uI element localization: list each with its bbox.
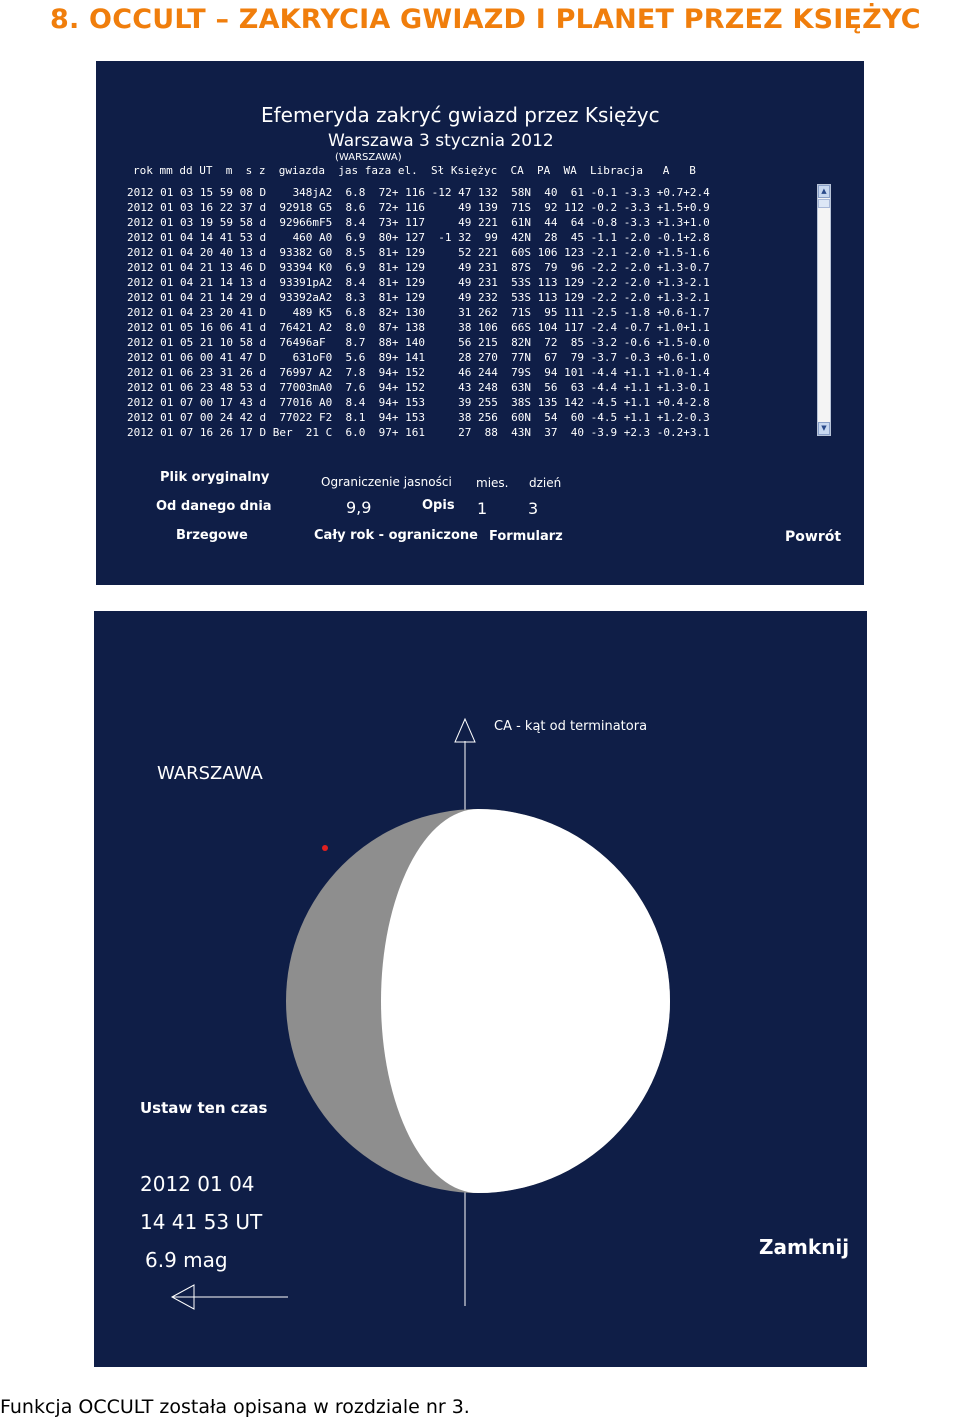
form-button[interactable]: Formularz <box>489 529 563 544</box>
table-row[interactable]: 2012 01 05 21 10 58 d 76496aF 8.7 88+ 140 56 215 82N 72 85 -3.2 -0.6 +1.5-0.0 <box>127 336 710 349</box>
month-label: mies. <box>476 476 509 490</box>
table-row[interactable]: 2012 01 06 23 48 53 d 77003mA0 7.6 94+ 152 43 248 63N 56 63 -4.4 +1.1 +1.3-0.1 <box>127 381 710 394</box>
original-file-button[interactable]: Plik oryginalny <box>160 470 270 485</box>
table-row[interactable]: 2012 01 04 14 41 53 d 460 A0 6.9 80+ 127 -1 32 99 42N 28 45 -1.1 -2.0 -0.1+2.8 <box>127 231 710 244</box>
ephemeris-window <box>96 61 864 585</box>
scroll-down-arrow-icon[interactable]: ▼ <box>818 422 830 435</box>
scroll-thumb[interactable] <box>818 199 830 208</box>
table-header: rok mm dd UT m s z gwiazda jas faza el. Sł Księżyc CA PA WA Libracja A B <box>133 164 696 177</box>
table-row[interactable]: 2012 01 04 20 40 13 d 93382 G0 8.5 81+ 129 52 221 60S 106 123 -2.1 -2.0 +1.5-1.6 <box>127 246 710 259</box>
star-marker-icon <box>322 845 328 851</box>
boundary-button[interactable]: Brzegowe <box>176 528 248 543</box>
table-row[interactable]: 2012 01 05 16 06 41 d 76421 A2 8.0 87+ 138 38 106 66S 104 117 -2.4 -0.7 +1.0+1.1 <box>127 321 710 334</box>
ephemeris-title: Efemeryda zakryć gwiazd przez Księżyc <box>261 103 660 127</box>
section-heading: 8. OCCULT – ZAKRYCIA GWIAZD I PLANET PRZEZ KSIĘŻYC <box>50 4 921 35</box>
event-magnitude: 6.9 mag <box>145 1248 228 1272</box>
north-arrow-icon <box>455 719 475 742</box>
table-row[interactable]: 2012 01 06 23 31 26 d 76997 A2 7.8 94+ 152 46 244 79S 94 101 -4.4 +1.1 +1.0-1.4 <box>127 366 710 379</box>
back-button[interactable]: Powrót <box>785 529 842 545</box>
table-row[interactable]: 2012 01 03 19 59 58 d 92966mF5 8.4 73+ 117 49 221 61N 44 64 -0.8 -3.3 +1.3+1.0 <box>127 216 710 229</box>
table-row[interactable]: 2012 01 04 21 14 29 d 93392aA2 8.3 81+ 129 49 232 53S 113 129 -2.2 -2.0 +1.3-2.1 <box>127 291 710 304</box>
from-date-button[interactable]: Od danego dnia <box>156 499 272 514</box>
table-row[interactable]: 2012 01 06 00 41 47 D 631oF0 5.6 89+ 141 28 270 77N 67 79 -3.7 -0.3 +0.6-1.0 <box>127 351 710 364</box>
day-value[interactable]: 3 <box>528 499 539 518</box>
vertical-scrollbar[interactable] <box>817 184 831 436</box>
table-row[interactable]: 2012 01 04 21 13 46 D 93394 K0 6.9 81+ 129 49 231 87S 79 96 -2.2 -2.0 +1.3-0.7 <box>127 261 710 274</box>
moon-station-label: WARSZAWA <box>157 763 263 784</box>
ca-label: CA - kąt od terminatora <box>494 719 648 734</box>
close-button[interactable]: Zamknij <box>759 1235 850 1259</box>
table-row[interactable]: 2012 01 07 00 17 43 d 77016 A0 8.4 94+ 153 39 255 38S 135 142 -4.5 +1.1 +0.4-2.8 <box>127 396 710 409</box>
description-button[interactable]: Opis <box>422 498 455 513</box>
ephemeris-list[interactable] <box>127 185 710 440</box>
table-row[interactable]: 2012 01 04 23 20 41 D 489 K5 6.8 82+ 130 31 262 71S 95 111 -2.5 -1.8 +0.6-1.7 <box>127 306 710 319</box>
table-row[interactable]: 2012 01 03 15 59 08 D 348jA2 6.8 72+ 116 -12 47 132 58N 40 61 -0.1 -3.3 +0.7+2.4 <box>127 186 710 199</box>
whole-year-button[interactable]: Cały rok - ograniczone <box>314 528 478 543</box>
back-arrow-hit[interactable] <box>114 1297 314 1298</box>
moon-view-window <box>94 611 867 1367</box>
brightness-limit-label: Ograniczenie jasności <box>321 475 452 489</box>
day-label: dzień <box>529 476 562 490</box>
event-date: 2012 01 04 <box>140 1172 255 1196</box>
month-value[interactable]: 1 <box>477 499 488 518</box>
table-row[interactable]: 2012 01 03 16 22 37 d 92918 G5 8.6 72+ 116 49 139 71S 92 112 -0.2 -3.3 +1.5+0.9 <box>127 201 710 214</box>
station-label: (WARSZAWA) <box>335 152 402 163</box>
caption: Funkcja OCCULT została opisana w rozdziale nr 3. <box>0 1396 470 1418</box>
set-time-button[interactable]: Ustaw ten czas <box>140 1099 268 1117</box>
scroll-up-arrow-icon[interactable]: ▲ <box>818 185 830 198</box>
event-time: 14 41 53 UT <box>140 1210 263 1234</box>
table-row[interactable]: 2012 01 04 21 14 13 d 93391pA2 8.4 81+ 129 49 231 53S 113 129 -2.2 -2.0 +1.3-2.1 <box>127 276 710 289</box>
lit-limb <box>381 809 670 1193</box>
ephemeris-subtitle: Warszawa 3 stycznia 2012 <box>328 131 554 151</box>
table-row[interactable]: 2012 01 07 16 26 17 D Ber 21 C 6.0 97+ 161 27 88 43N 37 40 -3.9 +2.3 -0.2+3.1 <box>127 426 710 439</box>
brightness-limit-value[interactable]: 9,9 <box>346 498 372 517</box>
table-row[interactable]: 2012 01 07 00 24 42 d 77022 F2 8.1 94+ 153 38 256 60N 54 60 -4.5 +1.1 +1.2-0.3 <box>127 411 710 424</box>
